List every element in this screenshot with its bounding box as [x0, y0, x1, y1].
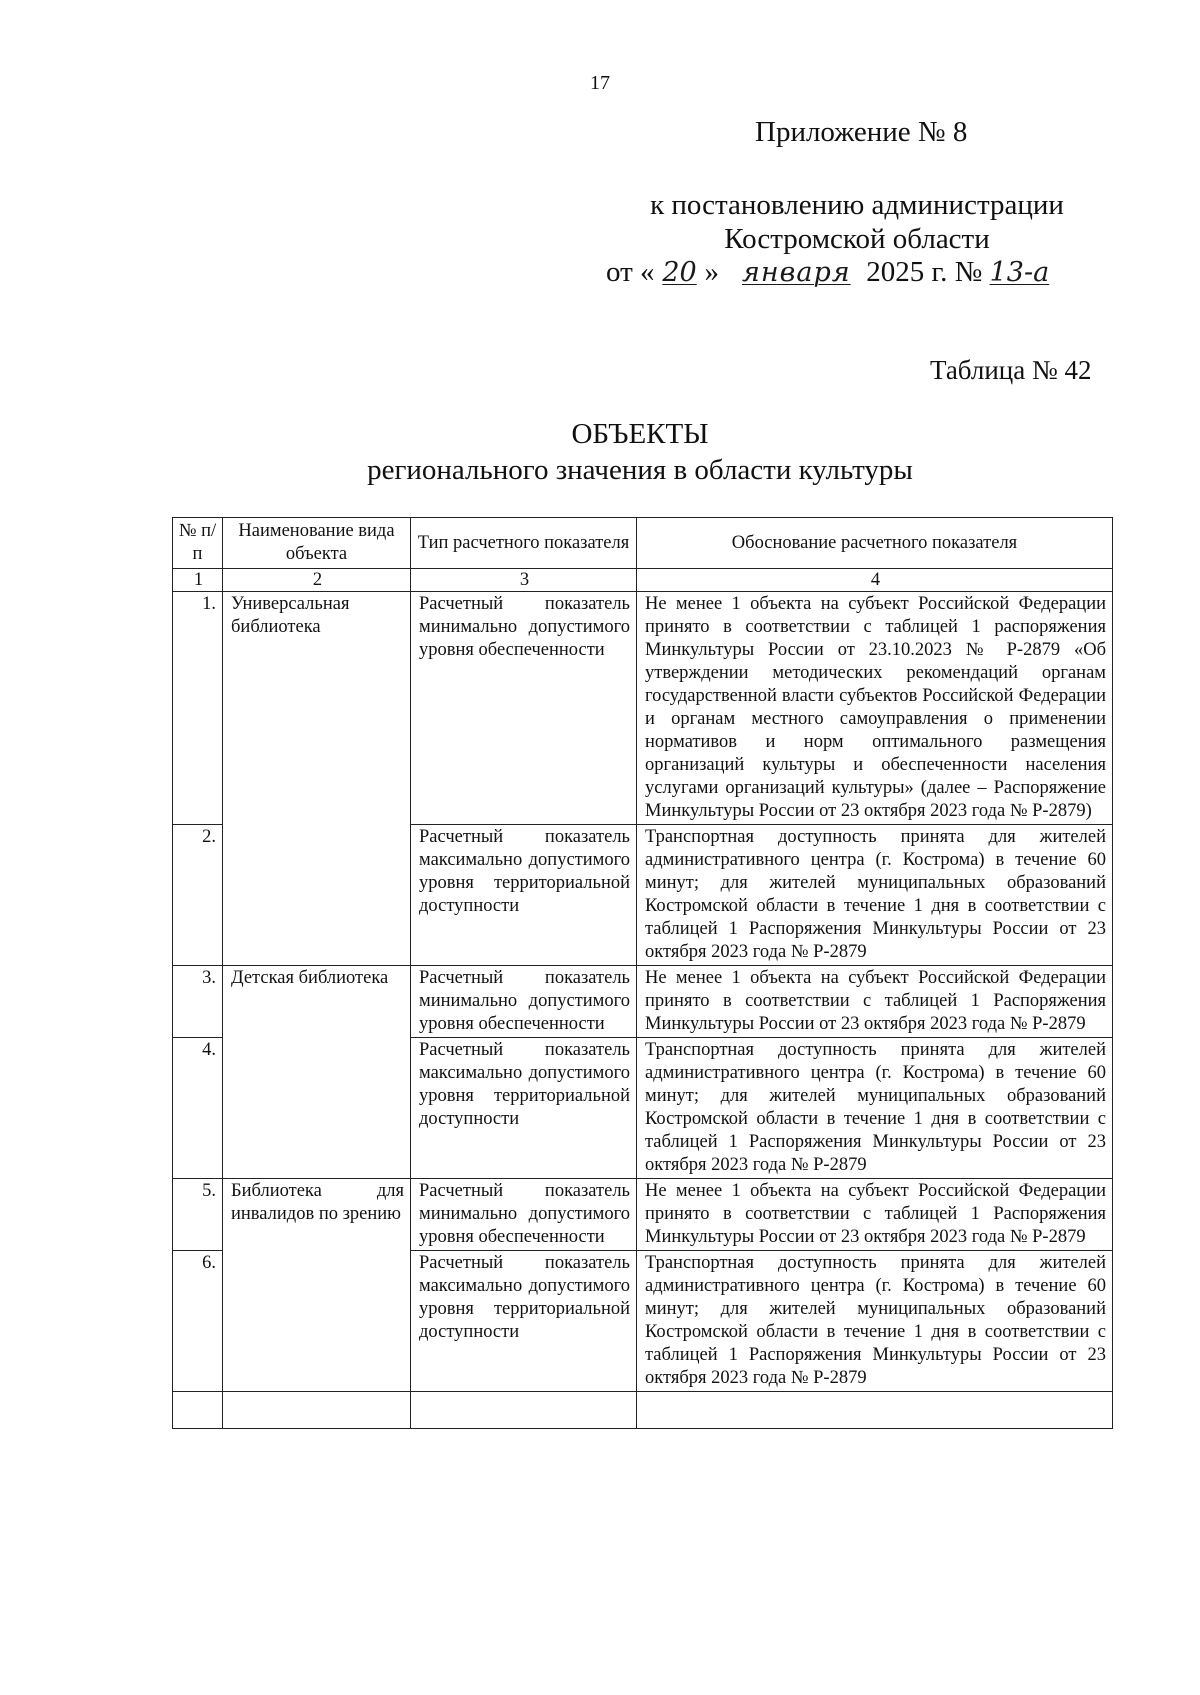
column-number: 2: [223, 569, 411, 592]
indicator-type: Расчетный показатель минимально допустимого уровня обеспеченности: [411, 592, 637, 825]
row-number: 4.: [173, 1038, 223, 1179]
column-numbers-row: [173, 569, 1113, 592]
table-row: [173, 966, 1113, 1038]
indicator-type: Расчетный показатель максимально допустимого уровня территориальной доступности: [411, 1038, 637, 1179]
indicator-basis: Транспортная доступность принята для жителей административного центра (г. Кострома) в течение 60 минут; для жителей муниципальных образований Костромской области в течение 1 дня в соответствии с таблицей 1 Распоряжения Минкультуры России от 23 октября 2023 года № Р-2879: [637, 1251, 1113, 1392]
resolution-date-line: [606, 256, 1074, 289]
object-name: Библиотека для инвалидов по зрению: [223, 1179, 411, 1392]
indicator-basis: Транспортная доступность принята для жителей административного центра (г. Кострома) в течение 60 минут; для жителей муниципальных образований Костромской области в течение 1 дня в соответствии с таблицей 1 Распоряжения Минкультуры России от 23 октября 2023 года № Р-2879: [637, 825, 1113, 966]
handwritten-month: января: [741, 257, 851, 288]
date-mid: »: [704, 256, 720, 288]
column-number: 3: [411, 569, 637, 592]
title-line-2: регионального значения в области культуры: [367, 454, 913, 486]
row-number: 3.: [173, 966, 223, 1038]
blank-cell: [637, 1392, 1113, 1429]
indicator-type: Расчетный показатель максимально допустимого уровня территориальной доступности: [411, 1251, 637, 1392]
row-number: 5.: [173, 1179, 223, 1251]
resolution-line-2: Костромской области: [724, 223, 990, 255]
appendix-label: Приложение № 8: [755, 116, 968, 148]
title-line-1: ОБЪЕКТЫ: [571, 418, 709, 450]
row-number: 6.: [173, 1251, 223, 1392]
table-number: Таблица № 42: [930, 355, 1092, 385]
object-name: Универсальная библиотека: [223, 592, 411, 966]
header-basis: Обоснование расчетного показателя: [637, 518, 1113, 569]
column-number: 1: [173, 569, 223, 592]
page-number: 17: [590, 72, 610, 94]
indicator-type: Расчетный показатель минимально допустимого уровня обеспеченности: [411, 966, 637, 1038]
row-number: 1.: [173, 592, 223, 825]
handwritten-doc-number: 13-а: [989, 257, 1050, 288]
header-object-type: Наименование вида объекта: [223, 518, 411, 569]
indicator-type: Расчетный показатель максимально допустимого уровня территориальной доступности: [411, 825, 637, 966]
indicator-type: Расчетный показатель минимально допустимого уровня обеспеченности: [411, 1179, 637, 1251]
blank-cell: [411, 1392, 637, 1429]
table-row-blank: [173, 1392, 1113, 1429]
indicator-basis: Не менее 1 объекта на субъект Российской Федерации принято в соответствии с таблицей 1 Распоряжения Минкультуры России от 23 октября 2023 года № Р-2879: [637, 966, 1113, 1038]
objects-table: [172, 517, 1113, 1429]
date-prefix: от «: [606, 256, 655, 288]
blank-cell: [173, 1392, 223, 1429]
resolution-line-1: к постановлению администрации: [650, 189, 1064, 221]
header-number: № п/п: [173, 518, 223, 569]
indicator-basis: Не менее 1 объекта на субъект Российской Федерации принято в соответствии с таблицей 1 распоряжения Минкультуры России от 23.10.2023 № Р-2879 «Об утверждении методических рекомендаций органам государственной власти субъектов Российской Федерации и органам местного самоуправления о применении нормативов и норм оптимального размещения организаций культуры и обеспеченности населения услугами организаций культуры» (далее – Распоряжение Минкультуры России от 23 октября 2023 года № Р-2879): [637, 592, 1113, 825]
blank-cell: [223, 1392, 411, 1429]
object-name: Детская библиотека: [223, 966, 411, 1179]
row-number: 2.: [173, 825, 223, 966]
table-row: [173, 1179, 1113, 1251]
table-header-row: [173, 518, 1113, 569]
table-row: [173, 592, 1113, 825]
column-number: 4: [637, 569, 1113, 592]
indicator-basis: Транспортная доступность принята для жителей административного центра (г. Кострома) в течение 60 минут; для жителей муниципальных образований Костромской области в течение 1 дня в соответствии с таблицей 1 Распоряжения Минкультуры России от 23 октября 2023 года № Р-2879: [637, 1038, 1113, 1179]
document-title: [0, 416, 1200, 488]
indicator-basis: Не менее 1 объекта на субъект Российской Федерации принято в соответствии с таблицей 1 Распоряжения Минкультуры России от 23 октября 2023 года № Р-2879: [637, 1179, 1113, 1251]
date-year: 2025 г. №: [866, 256, 983, 288]
resolution-reference: [612, 188, 1102, 256]
header-indicator-type: Тип расчетного показателя: [411, 518, 637, 569]
handwritten-day: 20: [662, 257, 697, 288]
